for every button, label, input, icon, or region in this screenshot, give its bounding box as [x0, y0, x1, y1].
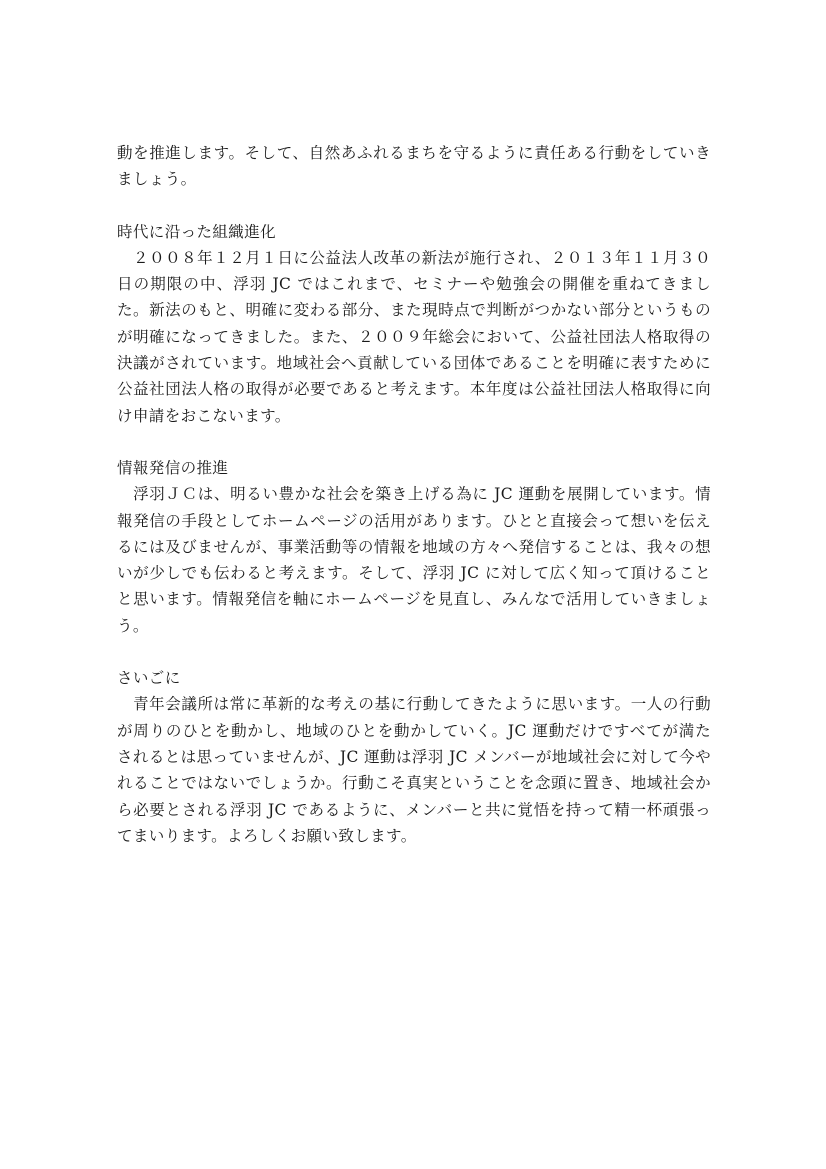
section-body: 青年会議所は常に革新的な考えの基に行動してきたように思います。一人の行動が周りのひとを動かし、地域のひとを動かしていく。JC 運動だけですべてが満たされるとは思っていませんが、JC 運動は浮羽 JC メンバーが地域社会に対して今やれることではないでしょうか。行動こそ真実ということを念頭に置き、地域社会から必要とされる浮羽 JC であるように、メンバーと共に覚悟を持って精一杯頑張ってまいります。よろしくお願い致します。 [117, 695, 711, 845]
intro-paragraph: 動を推進します。そして、自然あふれるまちを守るように責任ある行動をしていきましょう。 [117, 144, 711, 189]
section-organization [117, 219, 711, 429]
section-closing [117, 665, 711, 849]
section-heading: さいごに [117, 669, 181, 688]
section-heading: 情報発信の推進 [117, 458, 229, 477]
document-page [117, 140, 711, 849]
section-information [117, 455, 711, 639]
section-heading: 時代に沿った組織進化 [117, 222, 277, 241]
section-body: 浮羽ＪＣは、明るい豊かな社会を築き上げる為に JC 運動を展開しています。情報発信の手段としてホームページの活用があります。ひとと直接会って想いを伝えるには及びませんが、事業活動等の情報を地域の方々へ発信することは、我々の想いが少しでも伝わると考えます。そして、浮羽 JC に対して広く知って頂けることと思います。情報発信を軸にホームページを見直し、みんなで活用していきましょう。 [117, 485, 711, 635]
section-body: ２００８年１２月１日に公益法人改革の新法が施行され、２０１３年１１月３０日の期限の中、浮羽 JC ではこれまで、セミナーや勉強会の開催を重ねてきました。新法のもと、明確に変わる部分、また現時点で判断がつかない部分というものが明確になってきました。また、２００９年総会において、公益社団法人格取得の決議がされています。地域社会へ貢献している団体であることを明確に表すために公益社団法人格の取得が必要であると考えます。本年度は公益社団法人格取得に向け申請をおこないます。 [117, 248, 711, 425]
